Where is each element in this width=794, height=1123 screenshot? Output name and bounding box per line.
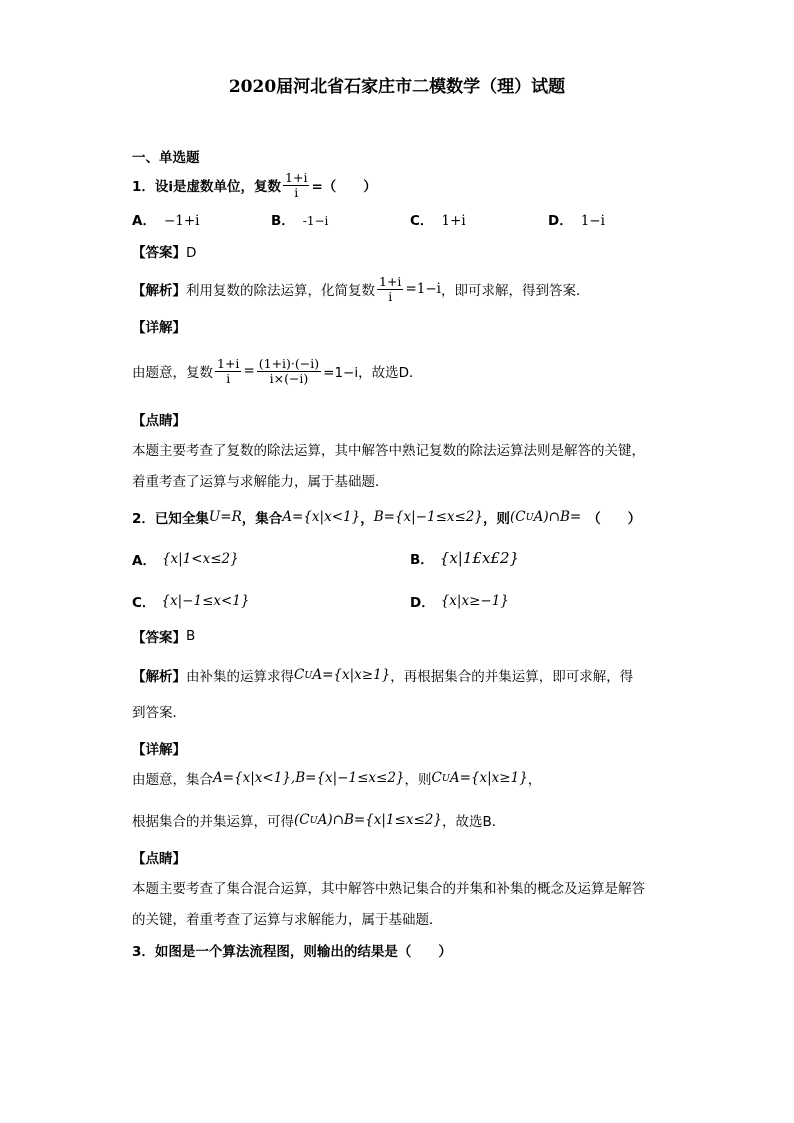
option-value: -1−i — [302, 214, 329, 228]
q2-comment-line1: 本题主要考查了集合混合运算，其中解答中熟记集合的并集和补集的概念及运算是解答 — [132, 881, 645, 897]
detail-math-3: A={x|x≥1} — [449, 770, 528, 786]
q2-stem-b: U=R — [208, 509, 242, 525]
q1-frac-den: i — [294, 184, 299, 200]
answer-label: 【答案】 — [132, 630, 186, 646]
q2-stem-a: 2．已知全集 — [132, 511, 209, 527]
frac-num: (1+i)·(−i) — [258, 355, 320, 371]
q1-detail-fraction-2 — [257, 357, 321, 386]
option-value: 1−i — [580, 213, 605, 229]
q2-stem-sub: U — [525, 511, 534, 523]
q1-analysis-fraction — [377, 275, 403, 304]
frac-den: i×(−i) — [269, 370, 309, 386]
detail-eq: = — [243, 363, 255, 379]
detail-text: 由题意，集合 — [132, 772, 213, 788]
q2-stem-c: ，集合 — [241, 511, 283, 527]
detail-math: (C — [294, 812, 310, 828]
question-2-stem — [132, 506, 641, 528]
q2-stem-j: （ ） — [587, 511, 642, 527]
analysis-label: 【解析】 — [132, 669, 186, 685]
answer-value: D — [186, 245, 197, 261]
detail-text-end: ，故选B． — [441, 814, 506, 830]
q2-comment-line2: 的关键，着重考查了运算与求解能力，属于基础题． — [132, 912, 443, 928]
q1-detail — [132, 352, 423, 390]
q1-answer — [132, 243, 196, 263]
q2-stem-d: A={x|x<1} — [282, 509, 361, 525]
frac-den: i — [226, 370, 231, 386]
option-value: −1+i — [163, 213, 200, 229]
q2-stem-e: ， — [360, 511, 374, 527]
q1-comment-line2: 着重考查了运算与求解能力，属于基础题． — [132, 474, 389, 490]
q1-frac-num: 1+i — [285, 169, 308, 185]
detail-text: 根据集合的并集运算，可得 — [132, 814, 294, 830]
q1-stem-prefix: 1．设i是虚数单位，复数 — [132, 179, 282, 195]
answer-label: 【答案】 — [132, 245, 186, 261]
analysis-math: C — [294, 667, 305, 683]
analysis-text-end: ，再根据集合的并集运算，即可求解，得 — [390, 669, 634, 685]
detail-sub: U — [309, 814, 318, 826]
q2-stem-g: ，则 — [483, 511, 510, 527]
analysis-text: 由补集的运算求得 — [186, 669, 294, 685]
analysis-math: =1−i — [405, 281, 441, 297]
q1-detail-label: 【详解】 — [132, 320, 186, 336]
detail-math-2: A)∩B={x|1≤x≤2} — [317, 812, 442, 828]
q2-detail-line1 — [132, 767, 541, 789]
q1-comment-label: 【点睛】 — [132, 413, 186, 429]
option-key: A． — [132, 213, 156, 229]
detail-text-end: =1−i，故选D． — [323, 365, 423, 381]
option-key: D． — [548, 213, 573, 229]
frac-num: 1+i — [379, 273, 402, 289]
option-value: {x|1<x≤2} — [161, 551, 239, 567]
option-key: B． — [410, 552, 434, 568]
q2-comment-label: 【点睛】 — [132, 851, 186, 867]
detail-math: A={x|x<1},B={x|−1≤x≤2} — [213, 770, 405, 786]
q2-answer — [132, 626, 195, 646]
q1-stem-suffix: =（ ） — [311, 179, 377, 195]
frac-num: 1+i — [217, 355, 240, 371]
q1-option-c — [410, 211, 466, 231]
q1-fraction — [283, 171, 309, 200]
option-key: D． — [410, 595, 435, 611]
detail-text-3: ， — [527, 772, 542, 788]
q2-analysis-line2: 到答案． — [132, 705, 186, 721]
analysis-text-end: ，即可求解，得到答案． — [440, 283, 590, 299]
q1-option-b — [271, 211, 328, 231]
q2-stem-f: B={x|−1≤x≤2} — [373, 509, 483, 525]
detail-math-2: C — [431, 770, 442, 786]
option-key: B． — [271, 213, 295, 229]
option-value: {x|1£x£2} — [439, 549, 520, 567]
q1-detail-fraction-1 — [215, 357, 241, 386]
answer-value: B — [186, 628, 196, 644]
q2-option-b — [410, 548, 519, 568]
detail-sub: U — [441, 772, 450, 784]
frac-den: i — [388, 288, 393, 304]
option-key: A． — [132, 553, 156, 569]
analysis-math-2: A={x|x≥1} — [312, 667, 391, 683]
q2-stem-i: A)∩B= — [533, 509, 582, 525]
q2-analysis — [132, 664, 633, 686]
q1-option-d — [548, 211, 605, 231]
analysis-text: 利用复数的除法运算，化简复数 — [186, 283, 375, 299]
q2-option-c — [132, 591, 250, 611]
option-value: 1+i — [441, 213, 466, 229]
q1-analysis — [132, 270, 589, 308]
q2-stem-h: (C — [510, 509, 526, 525]
page-title: 2020届河北省石家庄市二模数学（理）试题 — [228, 77, 566, 97]
analysis-label: 【解析】 — [132, 283, 186, 299]
option-value: {x|−1≤x<1} — [161, 593, 250, 609]
q1-comment-line1: 本题主要考查了复数的除法运算，其中解答中熟记复数的除法运算法则是解答的关键， — [132, 443, 645, 459]
q2-detail-label: 【详解】 — [132, 742, 186, 758]
q1-option-a — [132, 211, 199, 231]
q2-detail-line2 — [132, 809, 505, 831]
detail-text: 由题意，复数 — [132, 365, 213, 381]
section-heading: 一、单选题 — [132, 150, 200, 166]
detail-text-2: ，则 — [404, 772, 432, 788]
question-3-stem: 3．如图是一个算法流程图，则输出的结果是（ ） — [132, 944, 452, 960]
question-1-stem — [132, 168, 377, 202]
q2-option-d — [410, 591, 509, 611]
option-key: C． — [410, 213, 434, 229]
q2-option-a — [132, 549, 239, 569]
option-key: C． — [132, 595, 156, 611]
option-value: {x|x≥−1} — [440, 593, 509, 609]
analysis-sub: U — [304, 669, 313, 681]
